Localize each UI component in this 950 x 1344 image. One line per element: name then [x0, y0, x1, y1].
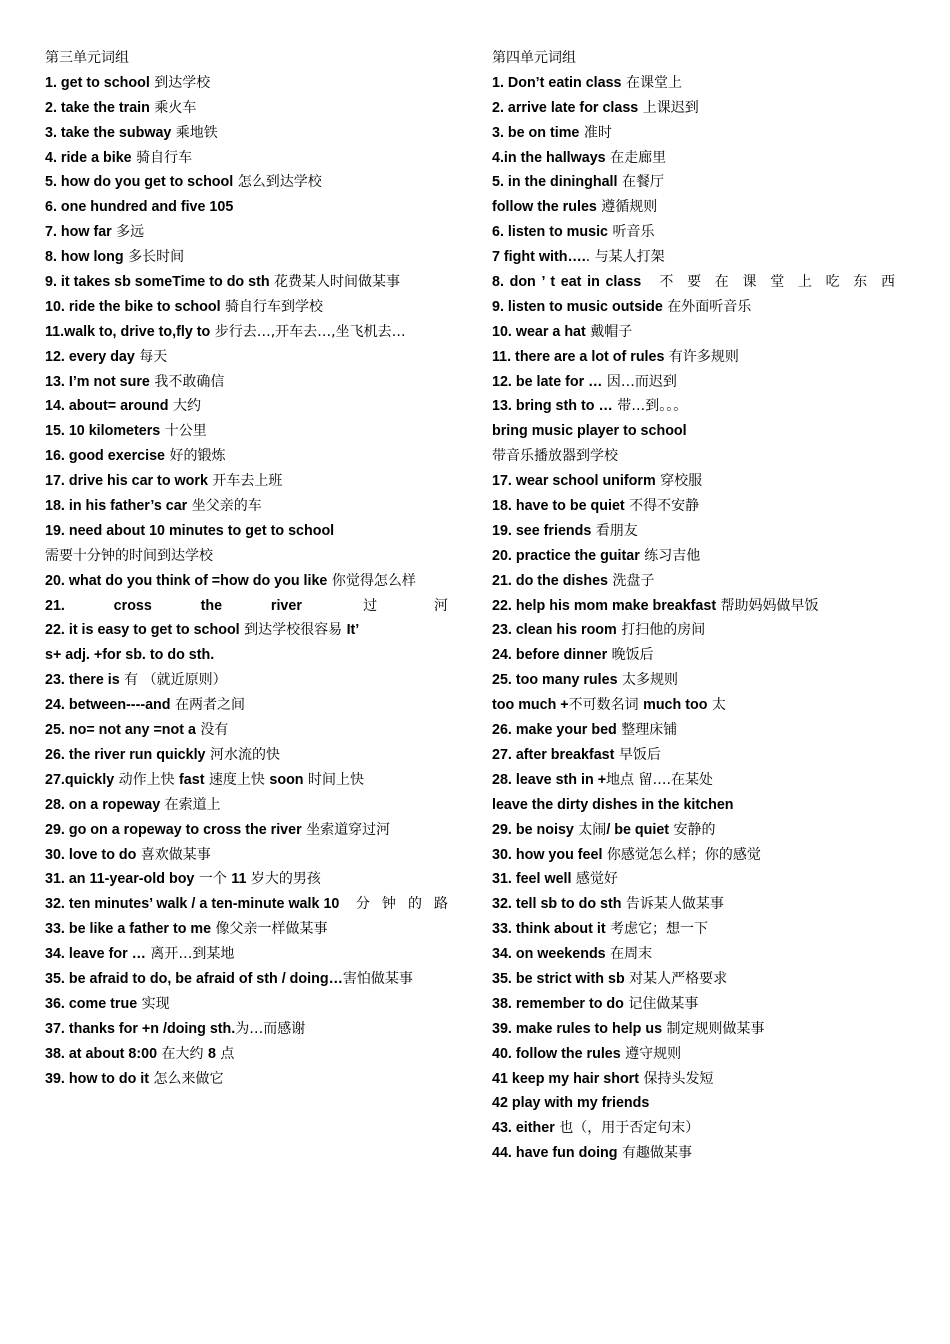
phrase-english: s+ adj. +for sb. to do sth. [45, 647, 215, 664]
phrase-chinese: 练习吉他 [639, 547, 701, 564]
phrase-line [492, 96, 907, 121]
phrase-chinese: 带…到。。。 [612, 398, 688, 415]
phrase-line [45, 394, 460, 419]
phrase-chinese: 上课迟到 [638, 99, 699, 116]
phrase-english-extra: much too [643, 697, 708, 714]
phrase-english: 20. practice the guitar [492, 547, 640, 564]
phrase-line [45, 643, 460, 668]
phrase-line [45, 967, 460, 992]
phrase-line [492, 444, 907, 469]
phrase-english: 16. good exercise [45, 448, 165, 465]
phrase-english: 41 keep my hair short [492, 1070, 640, 1087]
phrase-english: 24. before dinner [492, 647, 608, 664]
phrase-english: 39. how to do it [45, 1070, 150, 1087]
phrase-line [492, 270, 907, 295]
phrase-chinese: 我不敢确信 [149, 373, 225, 390]
phrase-english: 8. don ’ t eat in class [492, 274, 642, 291]
phrase-english: 37. thanks for +n /doing sth. [45, 1020, 236, 1037]
phrase-line [45, 519, 460, 544]
phrase-line [492, 693, 907, 718]
phrase-english: 15. 10 kilometers [45, 423, 161, 440]
phrase-english: 13. bring sth to … [492, 398, 613, 415]
phrase-chinese: 害怕做某事 [342, 970, 413, 987]
phrase-english: 9. it takes sb someTime to do sth [45, 274, 270, 291]
phrase-line [45, 220, 460, 245]
phrase-line [492, 718, 907, 743]
phrase-line [492, 1141, 907, 1166]
phrase-english: 9. listen to music outside [492, 298, 663, 315]
phrase-line [45, 494, 460, 519]
phrase-chinese: 遵守规则 [620, 1045, 682, 1062]
phrase-chinese: 看朋友 [591, 522, 638, 539]
phrase-chinese: 喜欢做某事 [136, 846, 211, 863]
phrase-line [492, 1091, 907, 1116]
phrase-chinese: 乘火车 [149, 99, 197, 116]
phrase-english: 12. every day [45, 348, 135, 365]
phrase-line [45, 71, 460, 96]
phrase-line [45, 867, 460, 892]
phrase-chinese: 打扫他的房间 [616, 622, 706, 639]
phrase-chinese: 也（，用于否定句末） [554, 1120, 700, 1137]
phrase-line [45, 892, 460, 917]
phrase-chinese: 准时 [579, 124, 612, 141]
phrase-chinese: 你觉得怎么样 [327, 572, 416, 589]
phrase-english: 8. how long [45, 249, 124, 266]
phrase-chinese: 听音乐 [608, 224, 655, 241]
phrase-line [45, 668, 460, 693]
phrase-line [45, 843, 460, 868]
phrase-line [492, 618, 907, 643]
phrase-chinese: 在走廊里 [605, 149, 667, 166]
phrase-chinese: 骑自行车 [131, 149, 193, 166]
phrase-english: 44. have fun doing [492, 1145, 618, 1162]
phrase-chinese: 早饭后 [614, 746, 661, 763]
phrase-english: 7 fight with…. [492, 249, 586, 266]
phrase-english: 3. take the subway [45, 124, 172, 141]
phrase-line [492, 917, 907, 942]
phrase-chinese: 在大约 [157, 1045, 208, 1062]
phrase-english: 28. on a ropeway [45, 796, 161, 813]
phrase-line [492, 1017, 907, 1042]
phrase-chinese-extra: 点 [215, 1045, 235, 1062]
phrase-chinese: 一个 [194, 871, 232, 888]
phrase-line [492, 469, 907, 494]
phrase-english: 31. an 11-year-old boy [45, 871, 195, 888]
phrase-english: 2. arrive late for class [492, 99, 639, 116]
phrase-chinese: 感觉好 [571, 871, 618, 888]
phrase-line [492, 643, 907, 668]
phrase-line [45, 768, 460, 793]
phrase-line [492, 544, 907, 569]
phrase-line [45, 370, 460, 395]
phrase-line [492, 519, 907, 544]
phrase-english: 38. remember to do [492, 995, 624, 1012]
phrase-chinese: 好的锻炼 [165, 448, 226, 465]
phrase-english: 5. in the dininghall [492, 174, 618, 191]
phrase-line [492, 320, 907, 345]
phrase-line [45, 270, 460, 295]
phrase-chinese: 太多规则 [617, 672, 678, 689]
phrase-line [45, 544, 460, 569]
phrase-english-extra: It’ [346, 622, 360, 639]
phrase-english: 28. leave sth in + [492, 771, 607, 788]
phrase-line [492, 967, 907, 992]
phrase-chinese: 地点 留….在某处 [606, 771, 713, 788]
phrase-english-extra: soon [269, 771, 304, 788]
phrase-chinese: 洗盘子 [608, 572, 655, 589]
phrase-english: 33. think about it [492, 921, 606, 938]
phrase-english-extra: 11 [231, 871, 247, 888]
phrase-line [45, 818, 460, 843]
phrase-english: 17. drive his car to work [45, 473, 208, 490]
unit4-phrase-list [492, 71, 907, 1166]
phrase-chinese: 遵循规则 [596, 199, 658, 216]
phrase-english: 20. what do you think of =how do you like [45, 572, 328, 589]
phrase-chinese: 乘地铁 [171, 124, 218, 141]
phrase-english: 34. on weekends [492, 946, 606, 963]
phrase-chinese: 没有 [195, 722, 229, 739]
phrase-chinese: 在两者之间 [170, 697, 245, 714]
phrase-line [492, 843, 907, 868]
phrase-line [45, 121, 460, 146]
phrase-english: 21. do the dishes [492, 572, 608, 589]
phrase-english: 19. need about 10 minutes to get to school [45, 522, 335, 539]
phrase-chinese: 不可数名词 [568, 697, 644, 714]
phrase-chinese: 为…而感谢 [235, 1020, 306, 1037]
phrase-chinese: 对某人严格要求 [624, 970, 728, 987]
phrase-line [492, 942, 907, 967]
phrase-line [492, 195, 907, 220]
phrase-english: 26. make your bed [492, 722, 617, 739]
phrase-english: follow the rules [492, 199, 597, 216]
phrase-line [492, 1116, 907, 1141]
phrase-english-extra: / be quiet [606, 821, 670, 838]
phrase-line [45, 295, 460, 320]
phrase-line [45, 942, 460, 967]
phrase-english: 23. there is [45, 672, 120, 689]
phrase-english: 10. ride the bike to school [45, 298, 221, 315]
phrase-english: 27. after breakfast [492, 746, 615, 763]
phrase-english: 6. one hundred and five 105 [45, 199, 234, 216]
phrase-english: 23. clean his room [492, 622, 617, 639]
phrase-english: 40. follow the rules [492, 1045, 621, 1062]
phrase-english: 30. love to do [45, 846, 137, 863]
phrase-chinese: 不要在课堂上吃东西 [641, 274, 907, 291]
phrase-chinese: 在外面听音乐 [662, 298, 752, 315]
phrase-chinese: 在索道上 [160, 796, 221, 813]
phrase-chinese: 有趣做某事 [617, 1145, 692, 1162]
phrase-chinese-extra: 安静的 [669, 821, 716, 838]
phrase-english-extra: 8 [207, 1045, 216, 1062]
phrase-line [492, 370, 907, 395]
phrase-chinese: 穿校服 [655, 473, 703, 490]
phrase-line [45, 594, 460, 619]
phrase-chinese: 你感觉怎么样；你的感觉 [602, 846, 761, 863]
phrase-english: 13. I’m not sure [45, 373, 150, 390]
phrase-english: 25. no= not any =not a [45, 722, 196, 739]
phrase-english: 14. about= around [45, 398, 169, 415]
phrase-chinese: 花费某人时间做某事 [269, 274, 401, 291]
phrase-line [45, 1017, 460, 1042]
phrase-line [492, 146, 907, 171]
unit3-title: 第三单元词组 [45, 50, 129, 66]
phrase-line [45, 1067, 460, 1092]
phrase-english: 11. there are a lot of rules [492, 348, 665, 365]
phrase-english: 33. be like a father to me [45, 921, 212, 938]
phrase-english: 3. be on time [492, 124, 580, 141]
phrase-chinese: 不得不安静 [624, 498, 700, 515]
phrase-english: 31. feel well [492, 871, 572, 888]
phrase-line [45, 743, 460, 768]
phrase-english: 26. the river run quickly [45, 746, 206, 763]
phrase-english: 36. come true [45, 995, 138, 1012]
phrase-chinese: 带音乐播放器到学校 [492, 448, 618, 465]
phrase-line [492, 867, 907, 892]
phrase-line [492, 793, 907, 818]
phrase-english: 2. take the train [45, 99, 150, 116]
phrase-english: too much + [492, 697, 569, 714]
phrase-english: 24. between----and [45, 697, 171, 714]
phrase-line [492, 295, 907, 320]
phrase-chinese: 到达学校 [149, 74, 211, 91]
phrase-chinese: 整理床铺 [616, 722, 678, 739]
phrase-line [45, 569, 460, 594]
phrase-line [492, 668, 907, 693]
phrase-english: 17. wear school uniform [492, 473, 656, 490]
phrase-english: 29. be noisy [492, 821, 574, 838]
phrase-line [45, 96, 460, 121]
phrase-english: 12. be late for … [492, 373, 603, 390]
phrase-line [45, 245, 460, 270]
phrase-chinese: 坐父亲的车 [187, 498, 262, 515]
phrase-english: 35. be afraid to do, be afraid of sth / doing… [45, 970, 343, 987]
phrase-line [45, 345, 460, 370]
phrase-line [492, 1067, 907, 1092]
phrase-line [492, 892, 907, 917]
phrase-chinese: 记住做某事 [623, 995, 699, 1012]
phrase-line [45, 1042, 460, 1067]
phrase-chinese: 在周末 [605, 946, 653, 963]
phrase-chinese: 帮助妈妈做早饭 [716, 597, 819, 614]
phrase-chinese: 离开…到某地 [145, 946, 235, 963]
phrase-line [45, 146, 460, 171]
phrase-english: 29. go on a ropeway to cross the river [45, 821, 302, 838]
phrase-english: 22. it is easy to get to school [45, 622, 240, 639]
phrase-chinese-extra: 岁大的男孩 [246, 871, 321, 888]
phrase-line [492, 594, 907, 619]
phrase-line [492, 494, 907, 519]
unit3-column [45, 46, 460, 1091]
phrase-english: 1. Don’t eatin class [492, 74, 622, 91]
phrase-line [45, 693, 460, 718]
phrase-line [492, 170, 907, 195]
phrase-english: bring music player to school [492, 423, 687, 440]
phrase-english: 38. at about 8:00 [45, 1045, 158, 1062]
phrase-english: 25. too many rules [492, 672, 618, 689]
phrase-line [492, 992, 907, 1017]
phrase-line [492, 419, 907, 444]
phrase-chinese: 在课堂上 [621, 74, 682, 91]
phrase-chinese: 坐索道穿过河 [301, 821, 391, 838]
phrase-chinese: 十公里 [160, 423, 207, 440]
phrase-chinese-extra: 速度上快 [204, 771, 270, 788]
phrase-line [45, 618, 460, 643]
phrase-line [492, 71, 907, 96]
phrase-english: 18. in his father’s car [45, 498, 188, 515]
phrase-english: 7. how far [45, 224, 112, 241]
phrase-line [492, 345, 907, 370]
phrase-english: 19. see friends [492, 522, 592, 539]
phrase-chinese: 分钟的路 [339, 896, 460, 913]
phrase-line [45, 793, 460, 818]
phrase-english-extra: fast [179, 771, 205, 788]
phrase-english: 21. cross the river [45, 597, 302, 614]
phrase-english: 4.in the hallways [492, 149, 606, 166]
phrase-line [492, 121, 907, 146]
phrase-line [45, 320, 460, 345]
phrase-line [492, 1042, 907, 1067]
phrase-chinese: 考虑它；想一下 [605, 921, 709, 938]
phrase-line [45, 469, 460, 494]
phrase-line [45, 419, 460, 444]
phrase-english: 5. how do you get to school [45, 174, 234, 191]
phrase-chinese: 需要十分钟的时间到达学校 [45, 547, 213, 564]
unit4-column [492, 46, 907, 1166]
phrase-line [492, 743, 907, 768]
phrase-chinese: 戴帽子 [585, 323, 633, 340]
phrase-english: 18. have to be quiet [492, 498, 625, 515]
phrase-line [45, 718, 460, 743]
phrase-line [45, 170, 460, 195]
phrase-line [45, 917, 460, 942]
phrase-chinese: 开车去上班 [207, 473, 283, 490]
phrase-chinese: 实现 [137, 995, 170, 1012]
phrase-english: 1. get to school [45, 74, 150, 91]
phrase-chinese: 怎么到达学校 [233, 174, 322, 191]
phrase-line [492, 818, 907, 843]
phrase-chinese: 骑自行车到学校 [220, 298, 324, 315]
phrase-line [492, 569, 907, 594]
phrase-english: 30. how you feel [492, 846, 603, 863]
phrase-english: 34. leave for … [45, 946, 146, 963]
phrase-line [45, 195, 460, 220]
phrase-english: 42 play with my friends [492, 1095, 650, 1112]
phrase-chinese: . 与某人打架 [585, 249, 665, 266]
phrase-line [45, 992, 460, 1017]
phrase-english: 6. listen to music [492, 224, 608, 241]
phrase-chinese: 怎么来做它 [149, 1070, 224, 1087]
phrase-english: 32. ten minutes’ walk / a ten-minute walk 10 [45, 896, 340, 913]
phrase-english: 22. help his mom make breakfast [492, 597, 717, 614]
phrase-chinese: 大约 [168, 398, 201, 415]
phrase-chinese: 在餐厅 [617, 174, 664, 191]
phrase-chinese: 保持头发短 [639, 1070, 714, 1087]
phrase-english: 39. make rules to help us [492, 1020, 663, 1037]
phrase-chinese: 制定规则做某事 [662, 1020, 765, 1037]
phrase-chinese-extra: 时间上快 [303, 771, 364, 788]
phrase-chinese: 河水流的快 [205, 746, 280, 763]
phrase-chinese: 动作上快 [114, 771, 180, 788]
phrase-chinese: 告诉某人做某事 [621, 896, 724, 913]
phrase-chinese: 每天 [134, 348, 168, 365]
phrase-english: 43. either [492, 1120, 555, 1137]
phrase-english: 32. tell sb to do sth [492, 896, 622, 913]
phrase-chinese: 像父亲一样做某事 [211, 921, 328, 938]
phrase-line [492, 394, 907, 419]
phrase-english: 27.quickly [45, 771, 115, 788]
phrase-chinese: 因…而迟到 [602, 373, 677, 390]
phrase-line [492, 768, 907, 793]
phrase-english: 11.walk to, drive to,fly to [45, 323, 211, 340]
phrase-english: 35. be strict with sb [492, 970, 625, 987]
phrase-chinese: 多长时间 [123, 249, 185, 266]
phrase-english: 10. wear a hat [492, 323, 586, 340]
phrase-chinese: 太闹 [573, 821, 607, 838]
unit3-phrase-list [45, 71, 460, 1092]
phrase-chinese: 到达学校很容易 [239, 622, 347, 639]
phrase-chinese: 步行去…,开车去…,坐飞机去… [210, 323, 406, 340]
phrase-chinese: 过河 [301, 597, 460, 614]
phrase-line [45, 444, 460, 469]
phrase-english: leave the dirty dishes in the kitchen [492, 796, 734, 813]
phrase-chinese: 晚饭后 [607, 647, 654, 664]
phrase-chinese-extra: 太 [707, 697, 726, 714]
phrase-line [492, 220, 907, 245]
phrase-chinese: 有许多规则 [664, 348, 739, 365]
phrase-english: 4. ride a bike [45, 149, 132, 166]
phrase-chinese: 多远 [111, 224, 145, 241]
phrase-line [492, 245, 907, 270]
unit4-title: 第四单元词组 [492, 50, 576, 66]
phrase-chinese: 有 （就近原则） [119, 672, 227, 689]
